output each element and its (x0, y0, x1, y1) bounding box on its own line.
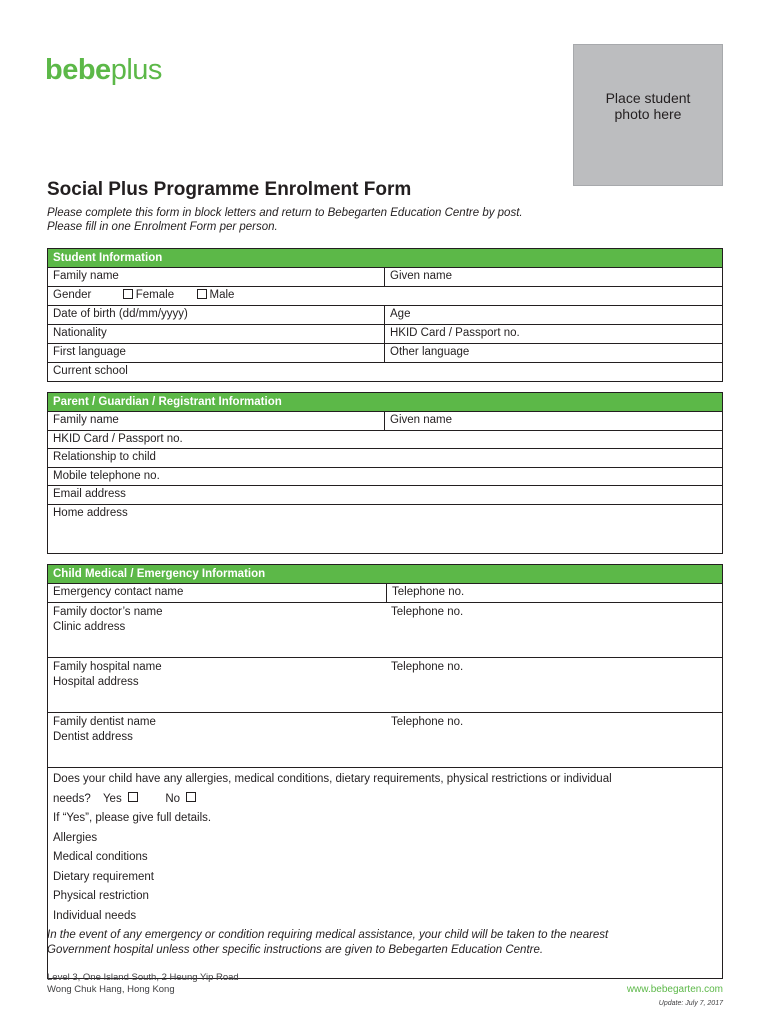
emergency-note-line-1: In the event of any emergency or condition requiring medical assistance, your child will be taken to the nearest (47, 929, 609, 941)
student-name-row (48, 268, 722, 287)
home-address-field[interactable] (48, 505, 722, 553)
first-language-label: First language (53, 346, 126, 358)
current-school-field[interactable] (48, 363, 722, 381)
female-checkbox[interactable] (123, 289, 133, 299)
student-dob-field[interactable] (48, 306, 384, 324)
hospital-field[interactable] (48, 658, 386, 712)
student-section (47, 248, 723, 382)
medical-question-options (53, 790, 717, 810)
age-label: Age (390, 308, 411, 320)
medical-question-text: Does your child have any allergies, medical conditions, dietary requirements, physical restrictions or individual (53, 773, 612, 785)
student-gender-field (48, 287, 722, 305)
doctor-name-label: Family doctor’s name (53, 606, 163, 618)
mobile-field[interactable] (48, 468, 722, 485)
doctor-tel-label: Telephone no. (391, 606, 464, 618)
current-school-label: Current school (53, 365, 128, 377)
home-address-label: Home address (53, 507, 128, 519)
other-language-field[interactable] (384, 344, 722, 362)
student-gender-row (48, 287, 722, 306)
bebeplus-logo (45, 56, 162, 85)
no-checkbox[interactable] (186, 792, 196, 802)
footer-address (47, 972, 239, 996)
dentist-field[interactable] (48, 713, 386, 767)
parent-given-name-label: Given name (390, 414, 453, 426)
relationship-field[interactable] (48, 449, 722, 467)
dentist-address-label: Dentist address (53, 731, 133, 743)
hospital-tel-label: Telephone no. (391, 661, 464, 673)
yes-checkbox[interactable] (128, 792, 138, 802)
relationship-label: Relationship to child (53, 451, 156, 463)
student-family-name-field[interactable] (48, 268, 384, 286)
medical-question-needs: needs? (53, 792, 91, 805)
dentist-tel-label: Telephone no. (391, 716, 464, 728)
medical-section-header: Child Medical / Emergency Information (48, 565, 722, 584)
doctor-row (48, 603, 722, 658)
email-label: Email address (53, 488, 126, 500)
photo-placeholder-label: Place student photo here (605, 90, 691, 122)
student-nationality-field[interactable] (48, 325, 384, 343)
parent-id-label: HKID Card / Passport no. (53, 433, 183, 445)
emergency-note (47, 928, 608, 958)
parent-section (47, 392, 723, 554)
student-section-header: Student Information (48, 249, 722, 268)
physical-restriction-label: Physical restriction (53, 890, 149, 902)
emergency-contact-label: Emergency contact name (53, 586, 184, 598)
emergency-contact-field[interactable] (48, 584, 386, 602)
address-line-2: Wong Chuk Hang, Hong Kong (47, 984, 175, 995)
student-id-label: HKID Card / Passport no. (390, 327, 520, 339)
dentist-tel-field[interactable] (386, 713, 722, 767)
student-dob-row (48, 306, 722, 325)
emergency-tel-field[interactable] (386, 584, 722, 602)
emergency-row (48, 584, 722, 603)
hospital-address-label: Hospital address (53, 676, 139, 688)
parent-family-name-label: Family name (53, 414, 119, 426)
photo-placeholder[interactable] (573, 44, 723, 186)
clinic-address-label: Clinic address (53, 621, 126, 633)
email-field[interactable] (48, 486, 722, 504)
individual-needs-label: Individual needs (53, 909, 137, 922)
form-title: Social Plus Programme Enrolment Form (47, 179, 412, 200)
hospital-tel-field[interactable] (386, 658, 722, 712)
first-language-field[interactable] (48, 344, 384, 362)
email-row (48, 486, 722, 505)
parent-family-name-field[interactable] (48, 412, 384, 430)
hospital-row (48, 658, 722, 713)
allergies-label: Allergies (53, 831, 98, 844)
male-label: Male (209, 289, 235, 302)
address-line-1: Level 3, One Island South, 2 Heung Yip Road (47, 972, 239, 983)
parent-id-field[interactable] (48, 431, 722, 448)
dentist-row (48, 713, 722, 768)
mobile-row (48, 468, 722, 486)
student-id-field[interactable] (384, 325, 722, 343)
emergency-note-line-2: Government hospital unless other specific instructions are given to Bebegarten Education Centre. (47, 944, 544, 956)
website-link[interactable]: www.bebegarten.com (626, 984, 723, 995)
male-checkbox[interactable] (197, 289, 207, 299)
student-given-name-label: Given name (390, 270, 453, 282)
update-date: Update: July 7, 2017 (658, 1000, 723, 1007)
doctor-field[interactable] (48, 603, 386, 657)
student-school-row (48, 363, 722, 381)
parent-given-name-field[interactable] (384, 412, 722, 430)
dob-label: Date of birth (dd/mm/yyyy) (53, 308, 188, 320)
parent-section-header: Parent / Guardian / Registrant Information (48, 393, 722, 412)
nationality-label: Nationality (53, 327, 107, 339)
parent-id-row (48, 431, 722, 449)
female-label: Female (135, 289, 175, 302)
no-label: No (165, 792, 181, 805)
student-given-name-field[interactable] (384, 268, 722, 286)
student-family-name-label: Family name (53, 270, 119, 282)
hospital-name-label: Family hospital name (53, 661, 162, 673)
student-age-field[interactable] (384, 306, 722, 324)
student-language-row (48, 344, 722, 363)
medical-conditions-label: Medical conditions (53, 851, 148, 863)
student-nationality-row (48, 325, 722, 344)
details-instruction: If “Yes”, please give full details. (53, 812, 212, 824)
mobile-label: Mobile telephone no. (53, 470, 160, 482)
doctor-tel-field[interactable] (386, 603, 722, 657)
other-language-label: Other language (390, 346, 470, 358)
intro-line-1: Please complete this form in block letters and return to Bebegarten Education Centre by post. (47, 207, 523, 219)
dentist-name-label: Family dentist name (53, 716, 156, 728)
logo-bold-text: bebe (45, 54, 111, 86)
parent-name-row (48, 412, 722, 431)
medical-section (47, 564, 723, 979)
yes-label: Yes (102, 792, 122, 805)
relationship-row (48, 449, 722, 468)
form-intro (47, 206, 523, 234)
dietary-requirement-label: Dietary requirement (53, 870, 154, 883)
home-address-row (48, 505, 722, 553)
logo-light-text: plus (110, 54, 162, 86)
emergency-tel-label: Telephone no. (392, 586, 465, 598)
gender-label: Gender (53, 289, 92, 302)
intro-line-2: Please fill in one Enrolment Form per person. (47, 221, 278, 233)
